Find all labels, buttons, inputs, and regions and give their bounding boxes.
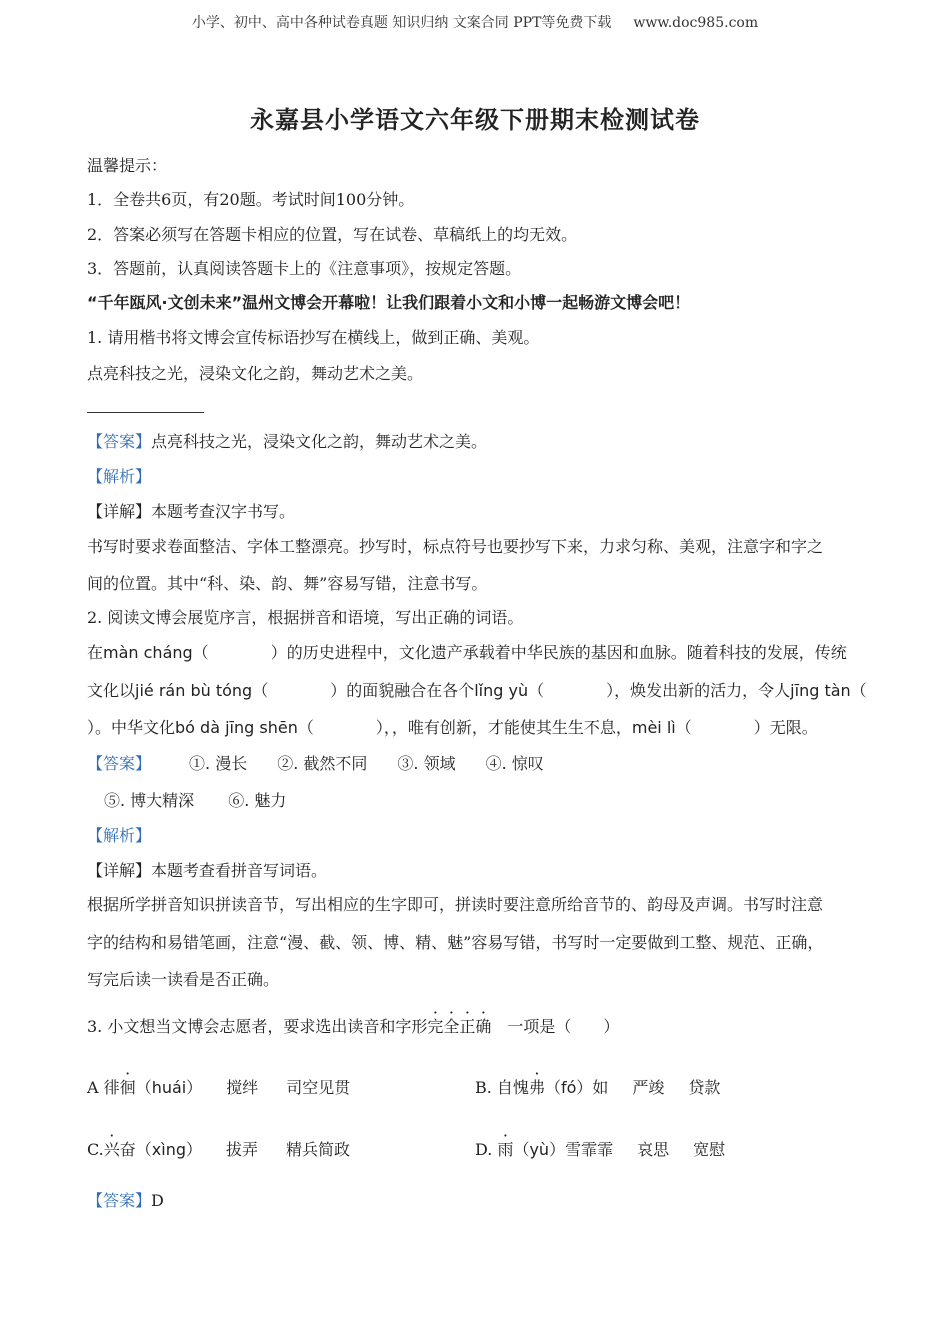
- q3-option-c: C.兴奋（xìng） 拔弄 精兵简政: [87, 1140, 351, 1159]
- detail-tag: 【详解】: [87, 502, 152, 521]
- answer-tag: 【答案】: [87, 754, 152, 773]
- q2-explain-3: 写完后读一读看是否正确。: [87, 970, 280, 989]
- answer-line: [87, 412, 204, 413]
- pinyin: mèi lì: [631, 718, 676, 737]
- answer-tag: 【答案】: [87, 432, 152, 451]
- pinyin: jié rán bù tóng: [135, 681, 253, 700]
- q3-answer: 【答案】D: [87, 1191, 164, 1210]
- q1-analysis: [87, 467, 151, 487]
- page-header: [0, 12, 950, 32]
- q2-detail: 【详解】本题考查看拼音写词语。: [87, 861, 328, 880]
- q3-question: 3. 小文想当文博会志愿者，要求选出读音和字形完全正确 一项是（ ）: [87, 1017, 620, 1036]
- q2-passage-2: 文化以jié rán bù tóng（ ）的面貌融合在各个lǐng yù（ ），焕发出新的活力，令人jīng tàn（: [87, 681, 867, 700]
- q1-explain-1: 书写时要求卷面整洁、字体工整漂亮。抄写时，标点符号也要抄写下来，力求匀称、美观，注意字和字之: [87, 537, 824, 556]
- header-text: 小学、初中、高中各种试卷真题 知识归纳 文案合同 PPT等免费下载: [191, 15, 612, 31]
- q1-explain-2: 间的位置。其中“科、染、韵、舞”容易写错，注意书写。: [87, 574, 488, 593]
- q2-passage-1: 在màn cháng（ ）的历史进程中，文化遗产承载着中华民族的基因和血脉。随着科技的发展，传统: [87, 643, 847, 662]
- analysis-tag: 【解析】: [87, 826, 152, 845]
- q1-answer: 【答案】点亮科技之光，浸染文化之韵，舞动艺术之美。: [87, 432, 488, 451]
- q1-question: 1. 请用楷书将文博会宣传标语抄写在横线上，做到正确、美观。: [87, 328, 540, 347]
- q2-question: 2. 阅读文博会展览序言，根据拼音和语境，写出正确的词语。: [87, 608, 524, 627]
- q2-explain-2: 字的结构和易错笔画，注意“漫、截、领、博、精、魅”容易写错，书写时一定要做到工整、规范、正确，: [87, 933, 824, 952]
- q2-answer-cont: ⑤. 博大精深 ⑥. 魅力: [104, 791, 287, 810]
- pinyin: lǐng yù: [474, 681, 529, 700]
- tip-item: 1．全卷共6页，有20题。考试时间100分钟。: [87, 190, 415, 209]
- pinyin: bó dà jīng shēn: [175, 718, 298, 737]
- q3-option-a: A 徘徊（huái） 搅绊 司空见贯: [87, 1078, 351, 1097]
- q2-passage-3: ）。中华文化bó dà jīng shēn（ ），，唯有创新，才能使其生生不息，mèi lì（ ）无限。: [87, 718, 818, 737]
- q1-detail: 【详解】本题考查汉字书写。: [87, 502, 296, 521]
- pinyin: jīng tàn: [790, 681, 851, 700]
- header-site[interactable]: www.doc985.com: [633, 15, 759, 31]
- q2-explain-1: 根据所学拼音知识拼读音节，写出相应的生字即可，拼读时要注意所给音节的、韵母及声调。书写时注意: [87, 895, 824, 914]
- answer-tag: 【答案】: [87, 1191, 152, 1210]
- tips-heading: 温馨提示：: [87, 156, 168, 175]
- analysis-tag: 【解析】: [87, 467, 152, 486]
- q2-answer: 【答案】 ①. 漫长 ②. 截然不同 ③. 领域 ④. 惊叹: [87, 754, 544, 773]
- q3-option-b: B. 自愧弗（fó）如 严竣 贷款: [475, 1078, 721, 1097]
- q1-slogan: 点亮科技之光，浸染文化之韵，舞动艺术之美。: [87, 364, 424, 383]
- q2-analysis: [87, 826, 151, 846]
- tip-item: 2．答案必须写在答题卡相应的位置，写在试卷、草稿纸上的均无效。: [87, 225, 578, 244]
- tip-item: 3．答题前，认真阅读答题卡上的《注意事项》，按规定答题。: [87, 259, 522, 278]
- exam-title: 永嘉县小学语文六年级下册期末检测试卷: [250, 105, 700, 134]
- intro-banner: “千年瓯风·文创未来”温州文博会开幕啦！让我们跟着小文和小博一起畅游文博会吧！: [87, 293, 691, 312]
- pinyin: màn cháng: [103, 643, 193, 662]
- q3-option-d: D. 雨（yù）雪霏霏 哀思 宽慰: [475, 1140, 726, 1159]
